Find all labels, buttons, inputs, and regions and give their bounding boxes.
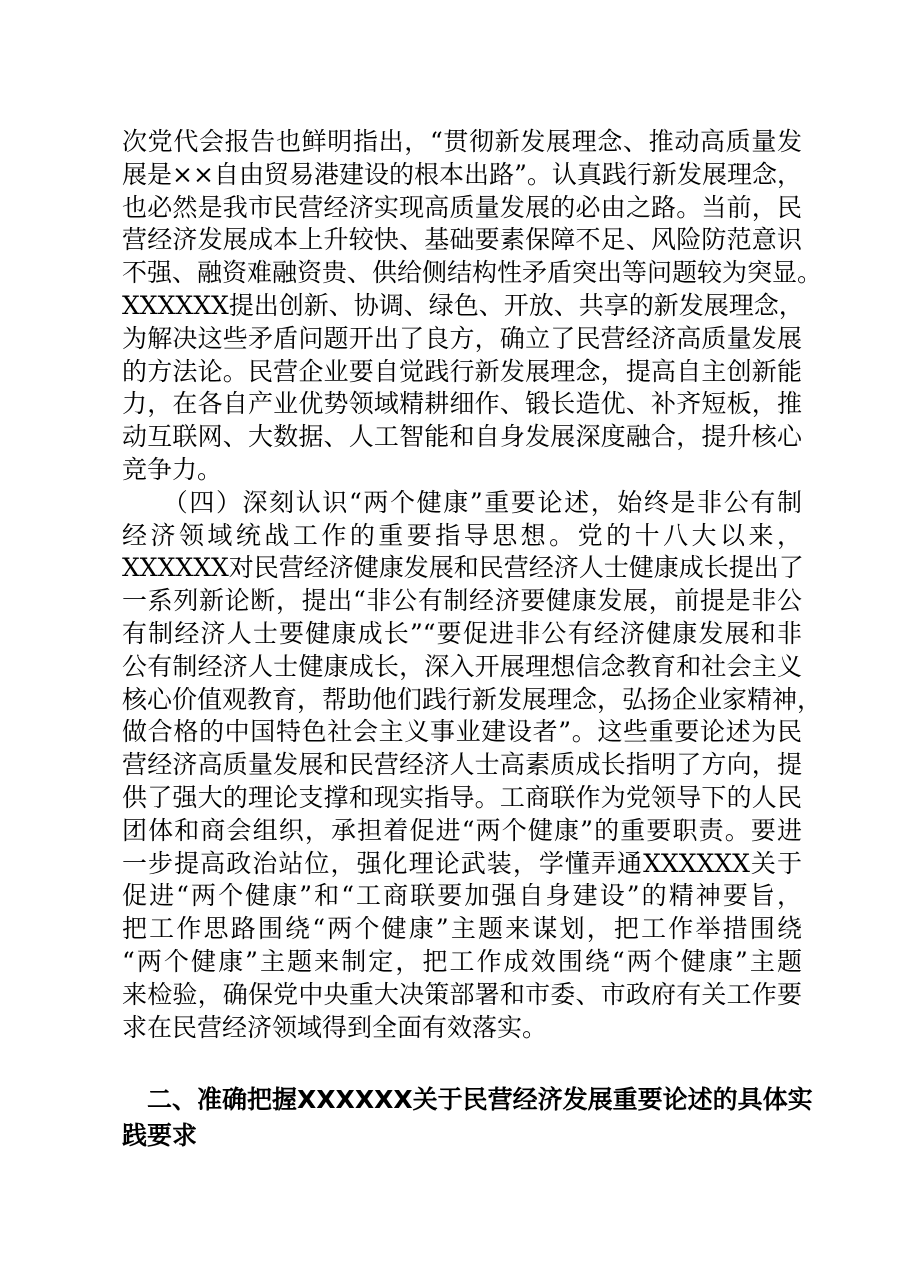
text-line: 促进“两个健康”和“工商联要加强自身建设”的精神要旨， [122,881,802,911]
text-line: 供了强大的理论支撑和现实指导。工商联作为党领导下的人民 [122,782,802,812]
heading-line: 二、准确把握XXXXXX关于民营经济发展重要论述的具体实 [122,1085,813,1114]
text-line: 一步提高政治站位，强化理论武装，学懂弄通XXXXXX关于 [122,848,802,878]
text-line: 核心价值观教育，帮助他们践行新发展理念，弘扬企业家精神， [122,684,823,714]
text-line: 不强、融资难融资贵、供给侧结构性矛盾突出等问题较为突显。 [122,258,823,288]
paragraph-1 [122,126,823,487]
heading-line: 践要求 [122,1121,198,1150]
text-line: 来检验，确保党中央重大决策部署和市委、市政府有关工作要 [122,979,802,1009]
text-line: 做合格的中国特色社会主义事业建设者”。这些重要论述为民 [122,717,802,747]
text-line: 营经济高质量发展和民营经济人士高素质成长指明了方向，提 [122,750,802,780]
text-line: XXXXXX提出创新、协调、绿色、开放、共享的新发展理念， [122,290,804,320]
body-text [122,126,823,1044]
text-line: 力，在各自产业优势领域精耕细作、锻长造优、补齐短板，推 [122,389,802,419]
text-line: 营经济发展成本上升较快、基础要素保障不足、风险防范意识 [122,225,802,255]
text-line: “两个健康”主题来制定，把工作成效围绕“两个健康”主题 [122,946,802,976]
text-line: 经济领域统战工作的重要指导思想。党的十八大以来， [122,520,802,550]
text-line: 有制经济人士要健康成长”“要促进非公有经济健康发展和非 [122,618,802,648]
text-line: 动互联网、大数据、人工智能和自身发展深度融合，提升核心 [122,422,802,452]
paragraph-2 [122,487,823,1045]
text-line: 求在民营经济领域得到全面有效落实。 [122,1012,548,1042]
text-line: 竞争力。 [122,454,223,484]
text-line: 展是××自由贸易港建设的根本出路”。认真践行新发展理念， [122,159,802,189]
section-heading [122,1082,813,1154]
text-line: 的方法论。民营企业要自觉践行新发展理念，提高自主创新能 [122,356,802,386]
text-line: （四）深刻认识“两个健康”重要论述，始终是非公有制 [122,487,802,517]
text-line: 把工作思路围绕“两个健康”主题来谋划，把工作举措围绕 [122,914,802,944]
text-line: 团体和商会组织，承担着促进“两个健康”的重要职责。要进 [122,815,802,845]
text-line: XXXXXX对民营经济健康发展和民营经济人士健康成长提出了 [122,553,804,583]
text-line: 一系列新论断，提出“非公有制经济要健康发展，前提是非公 [122,586,802,616]
text-line: 为解决这些矛盾问题开出了良方，确立了民营经济高质量发展 [122,323,802,353]
text-line: 公有制经济人士健康成长，深入开展理想信念教育和社会主义 [122,651,802,681]
text-line: 次党代会报告也鲜明指出，“贯彻新发展理念、推动高质量发 [122,127,802,156]
text-line: 也必然是我市民营经济实现高质量发展的必由之路。当前，民 [122,192,802,222]
